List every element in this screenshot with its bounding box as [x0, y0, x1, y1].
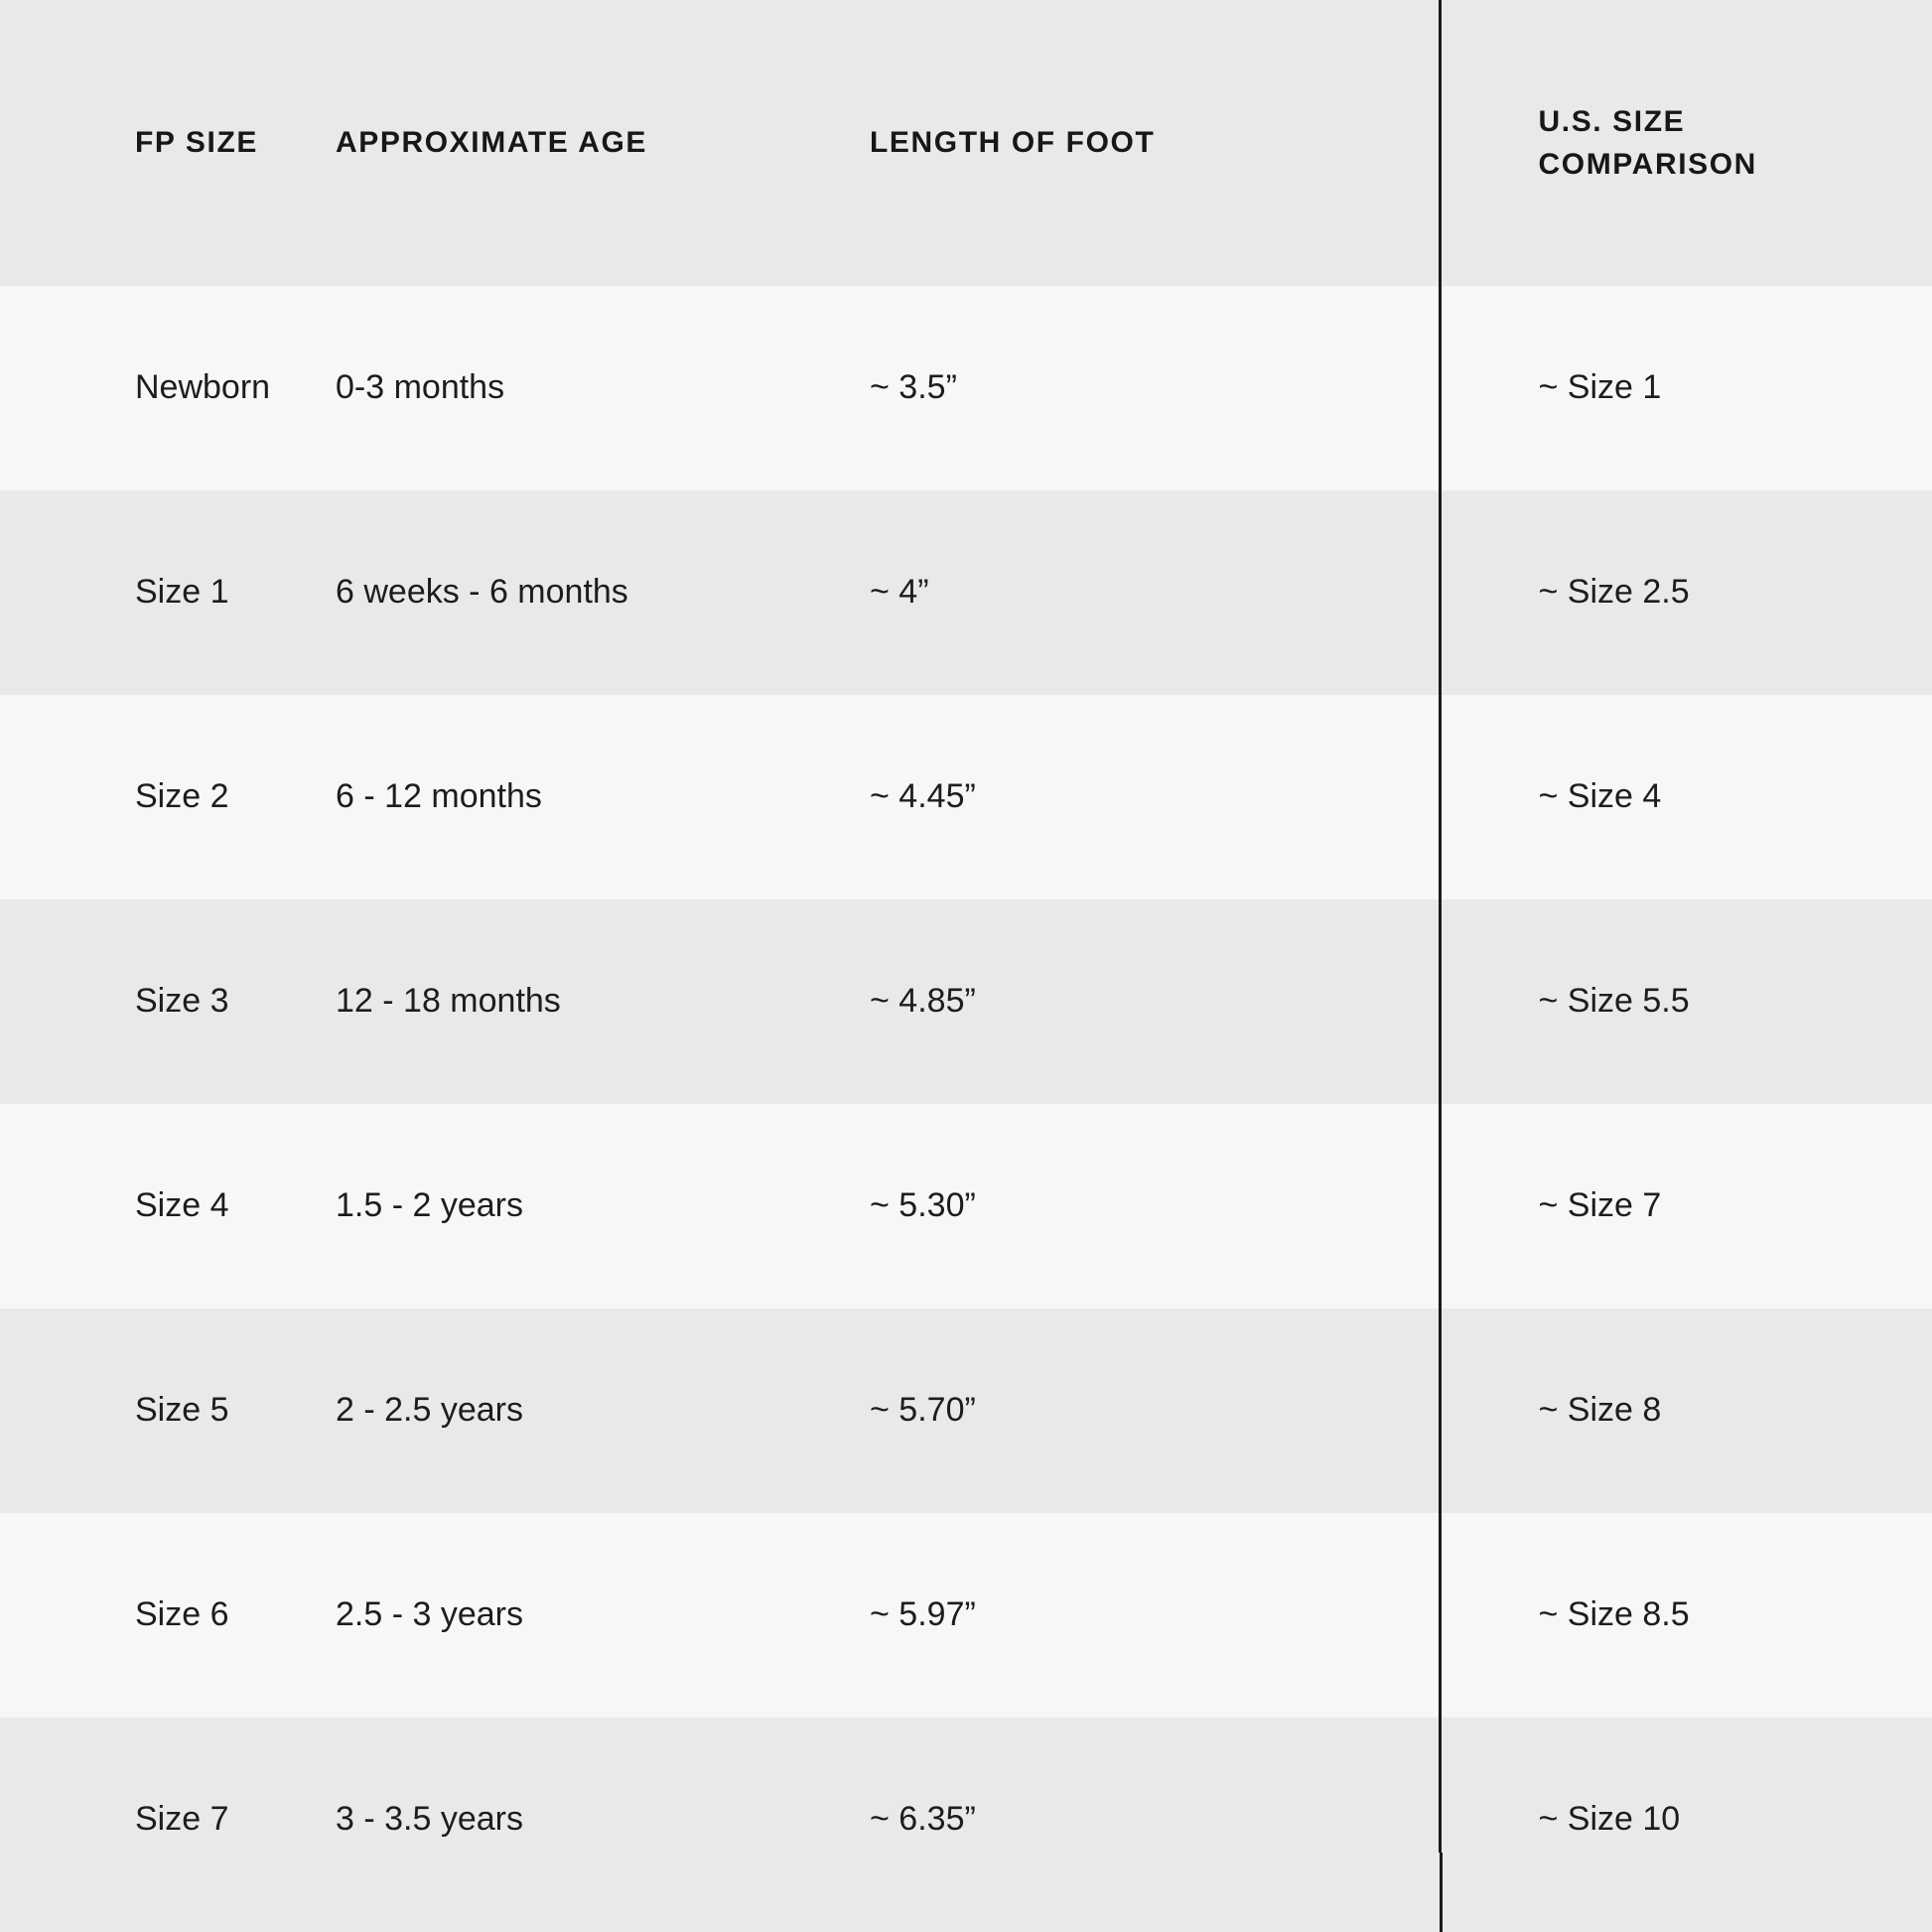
- cell-length-of-foot: ~ 4.85”: [844, 899, 1440, 1104]
- column-header-us-size-line1: U.S. SIZE: [1538, 104, 1686, 138]
- table-header-row: [0, 0, 1932, 286]
- cell-length-of-foot: ~ 5.70”: [844, 1309, 1440, 1513]
- table-row: [0, 1309, 1932, 1513]
- cell-length-of-foot: ~ 6.35”: [844, 1718, 1440, 1922]
- cell-fp-size: Size 1: [0, 490, 318, 695]
- cell-us-size-comparison: ~ Size 10: [1440, 1718, 1932, 1922]
- column-header-approximate-age: APPROXIMATE AGE: [318, 0, 844, 286]
- cell-approximate-age: 6 weeks - 6 months: [318, 490, 844, 695]
- cell-fp-size: Newborn: [0, 286, 318, 490]
- cell-us-size-comparison: ~ Size 5.5: [1440, 899, 1932, 1104]
- cell-fp-size: Size 4: [0, 1104, 318, 1309]
- cell-length-of-foot: ~ 5.97”: [844, 1513, 1440, 1718]
- column-header-length-of-foot: LENGTH OF FOOT: [844, 0, 1440, 286]
- table-row: [0, 899, 1932, 1104]
- cell-fp-size: Size 5: [0, 1309, 318, 1513]
- table-body: [0, 286, 1932, 1922]
- cell-us-size-comparison: ~ Size 8.5: [1440, 1513, 1932, 1718]
- cell-us-size-comparison: ~ Size 7: [1440, 1104, 1932, 1309]
- table-header: [0, 0, 1932, 286]
- table-row: [0, 1104, 1932, 1309]
- cell-approximate-age: 2 - 2.5 years: [318, 1309, 844, 1513]
- table-row: [0, 286, 1932, 490]
- cell-fp-size: Size 3: [0, 899, 318, 1104]
- cell-us-size-comparison: ~ Size 8: [1440, 1309, 1932, 1513]
- column-divider-line: [1440, 1853, 1443, 1932]
- table-footer-space: [0, 1853, 1932, 1932]
- cell-approximate-age: 1.5 - 2 years: [318, 1104, 844, 1309]
- table-row: [0, 695, 1932, 899]
- column-header-us-size-comparison: [1440, 0, 1932, 286]
- cell-fp-size: Size 7: [0, 1718, 318, 1922]
- cell-approximate-age: 3 - 3.5 years: [318, 1718, 844, 1922]
- cell-fp-size: Size 2: [0, 695, 318, 899]
- cell-fp-size: Size 6: [0, 1513, 318, 1718]
- cell-length-of-foot: ~ 3.5”: [844, 286, 1440, 490]
- cell-approximate-age: 0-3 months: [318, 286, 844, 490]
- table-row: [0, 490, 1932, 695]
- cell-length-of-foot: ~ 5.30”: [844, 1104, 1440, 1309]
- cell-approximate-age: 6 - 12 months: [318, 695, 844, 899]
- column-header-fp-size: FP SIZE: [0, 0, 318, 286]
- table-row: [0, 1513, 1932, 1718]
- cell-approximate-age: 2.5 - 3 years: [318, 1513, 844, 1718]
- cell-us-size-comparison: ~ Size 2.5: [1440, 490, 1932, 695]
- cell-us-size-comparison: ~ Size 1: [1440, 286, 1932, 490]
- cell-length-of-foot: ~ 4.45”: [844, 695, 1440, 899]
- column-header-us-size-line2: COMPARISON: [1538, 148, 1757, 181]
- cell-length-of-foot: ~ 4”: [844, 490, 1440, 695]
- cell-approximate-age: 12 - 18 months: [318, 899, 844, 1104]
- cell-us-size-comparison: ~ Size 4: [1440, 695, 1932, 899]
